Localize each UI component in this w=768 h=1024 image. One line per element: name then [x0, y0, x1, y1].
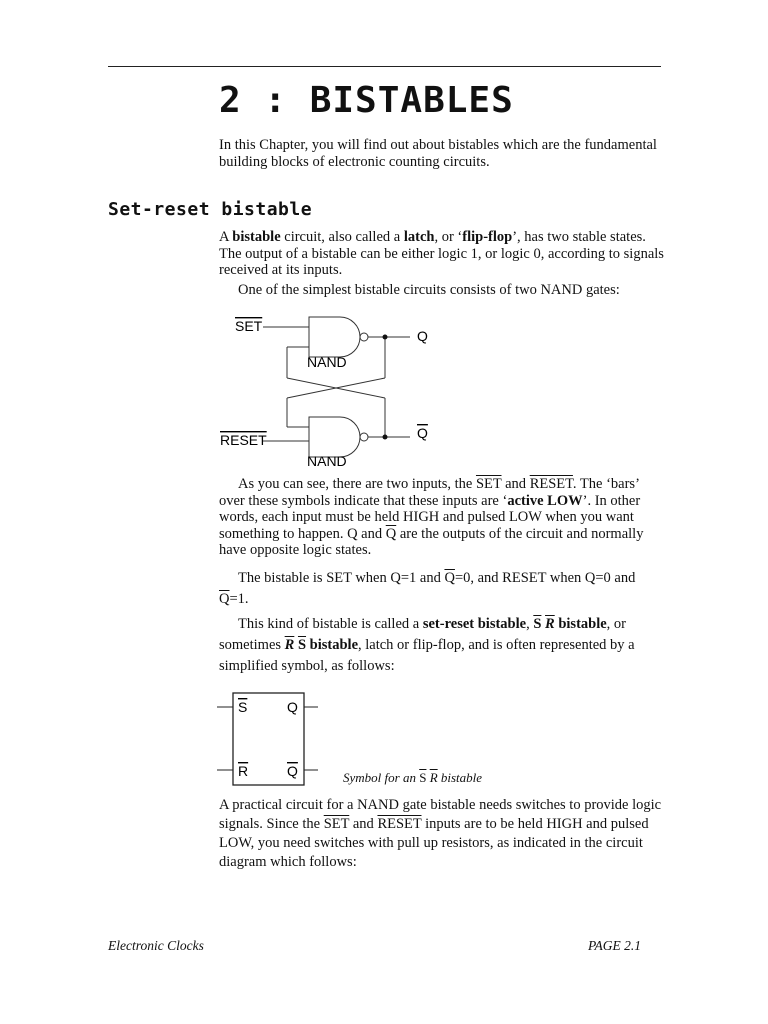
top-rule: [108, 66, 661, 67]
paragraph-set-state: The bistable is SET when Q=1 and $\overline{Q}=0$, and RESET when Q=0 and $\overline{Q}=1$.: [219, 570, 636, 607]
paragraph-bistable-definition: A bistable circuit, also called a latch, or ‘flip-flop’, has two stable states. The output of a bistable can be either logic 1, or logic 0, according to signals received at its inputs.: [219, 229, 664, 278]
nand-label-top: NAND: [307, 354, 347, 370]
paragraph-practical-circuit: A practical circuit for a NAND gate bistable needs switches to provide logic signals. Since the $\overline{SET}$ and RESET inputs are to be held HIGH and pulsed LOW, you need switches with pull up resistors, as indicated in the circuit diagram which follows:: [219, 797, 662, 870]
page-number: PAGE 2.1: [588, 938, 641, 953]
symbol-q-label: Q: [287, 699, 298, 715]
nand-label-bottom: NAND: [307, 453, 347, 469]
reset-label: RESET: [220, 432, 267, 448]
footer-title: Electronic Clocks: [108, 938, 204, 953]
symbol-s-label: S: [238, 699, 248, 715]
chapter-title: 2 : BISTABLES: [219, 80, 514, 121]
section-heading: Set-reset bistable: [108, 199, 313, 220]
set-label: SET: [235, 318, 263, 334]
figure-caption: Symbol for an $\overline{S}$ $\overline{R}$ bistable: [343, 770, 483, 785]
qbar-output-label: Q: [417, 425, 428, 441]
paragraph-nand-intro: One of the simplest bistable circuits consists of two NAND gates:: [238, 282, 620, 298]
q-output-label: Q: [417, 328, 428, 344]
symbol-r-label: R: [238, 763, 249, 779]
sr-bistable-symbol: [217, 690, 322, 788]
intro-paragraph: In this Chapter, you will find out about bistables which are the fundamental building blocks of electronic counting circuits.: [219, 137, 657, 170]
paragraph-symbol-intro: This kind of bistable is called a set-reset bistable, $\overline{S}$ $\overline{R}$ bistable, or sometimes $\overline{R}$ $\overline{S}$ bistable, latch or flip-flop, and is often represented by a simplified symbol, as follows:: [219, 616, 635, 674]
paragraph-inputs: As you can see, there are two inputs, the $\overline{SET}$ and RESET. The ‘bars’ over these symbols indicate that these inputs are ‘active LOW’. In other words, each input must be held HIGH and pulsed LOW when you want something to happen. Q and $\overline{Q}$ are the outputs of the circuit and normally have opposite logic states.: [219, 476, 644, 558]
symbol-qbar-label: Q: [287, 763, 298, 779]
nand-bistable-diagram: [215, 308, 450, 473]
